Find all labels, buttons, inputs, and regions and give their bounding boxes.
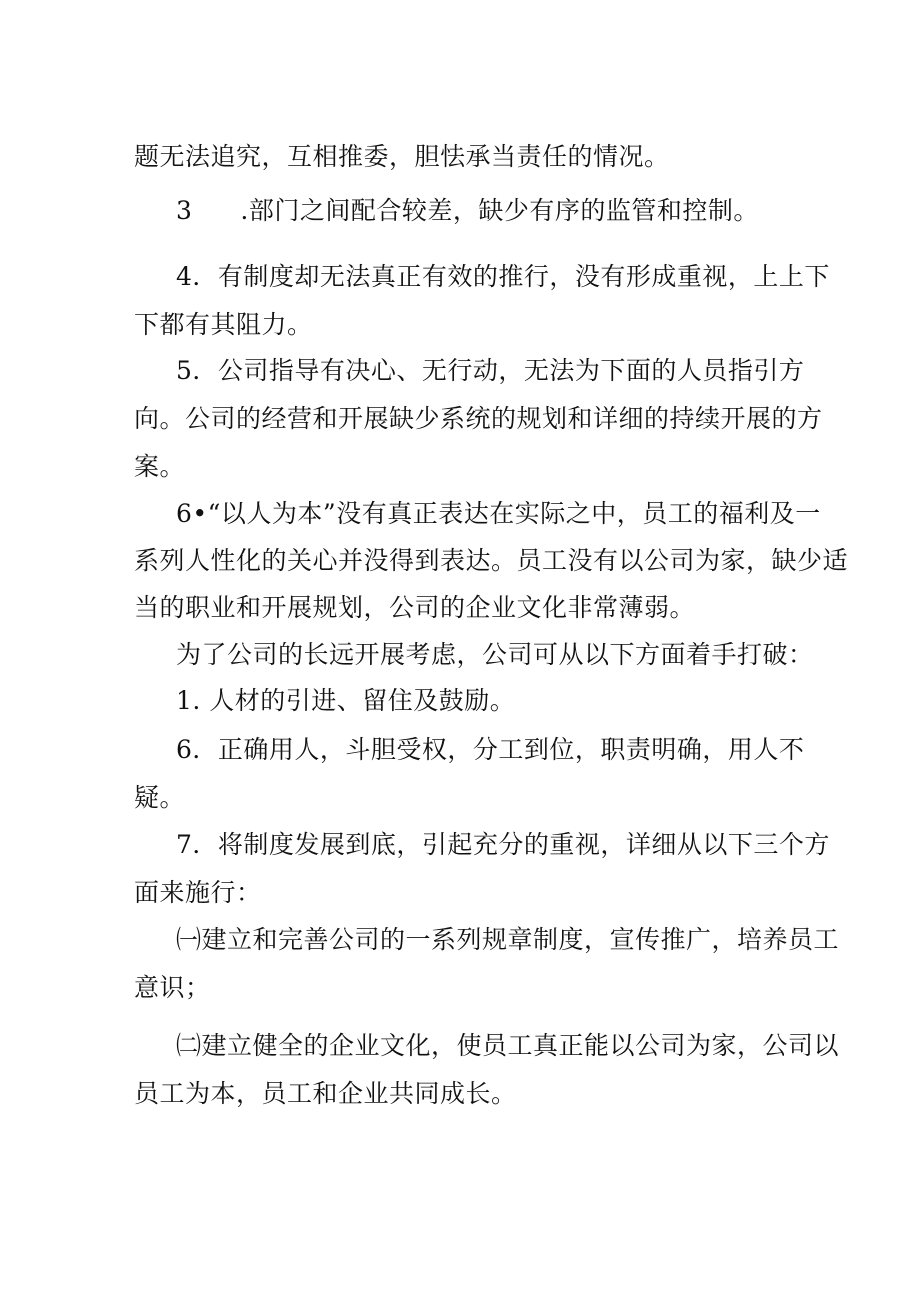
item-number-3: 3 xyxy=(176,196,193,225)
text-line-20: 员工为本，员工和企业共同成长。 xyxy=(134,1079,517,1108)
text-line-9: 系列人性化的关心并没得到表达。员工没有以公司为家，缺少适 xyxy=(134,546,849,575)
text-line-12: 1. 人材的引进、留住及鼓励。 xyxy=(176,686,516,715)
item-3-text: .部门之间配合较差，缺少有序的监管和控制。 xyxy=(240,196,759,225)
text-line-4: 下都有其阻力。 xyxy=(134,310,313,339)
text-line-14: 疑。 xyxy=(134,783,186,812)
text-line-11: 为了公司的长远开展考虑，公司可从以下方面着手打破： xyxy=(176,640,814,669)
text-line-17: ㈠建立和完善公司的一系列规章制度，宣传推广，培养员工 xyxy=(176,925,840,954)
text-line-13: 6．正确用人，斗胆受权，分工到位，职责明确，用人不 xyxy=(176,735,805,764)
text-line-18: 意识； xyxy=(134,973,211,1002)
text-line-15: 7．将制度发展到底，引起充分的重视，详细从以下三个方 xyxy=(176,830,830,859)
text-line-19: ㈡建立健全的企业文化，使员工真正能以公司为家，公司以 xyxy=(176,1031,840,1060)
text-line-6: 向。公司的经营和开展缺少系统的规划和详细的持续开展的方 xyxy=(134,404,823,433)
text-line-3: 4．有制度却无法真正有效的推行，没有形成重视，上上下 xyxy=(176,262,830,291)
text-line-8: 6•“以人为本”没有真正表达在实际之中，员工的福利及一 xyxy=(176,499,821,528)
text-line-10: 当的职业和开展规划，公司的企业文化非常薄弱。 xyxy=(134,593,696,622)
text-line-16: 面来施行： xyxy=(134,878,262,907)
text-line-1: 题无法追究，互相推委，胆怯承当责任的情况。 xyxy=(134,142,670,171)
text-line-7: 案。 xyxy=(134,452,186,481)
text-line-2 xyxy=(176,196,794,226)
text-line-5: 5．公司指导有决心、无行动，无法为下面的人员指引方 xyxy=(176,356,805,385)
